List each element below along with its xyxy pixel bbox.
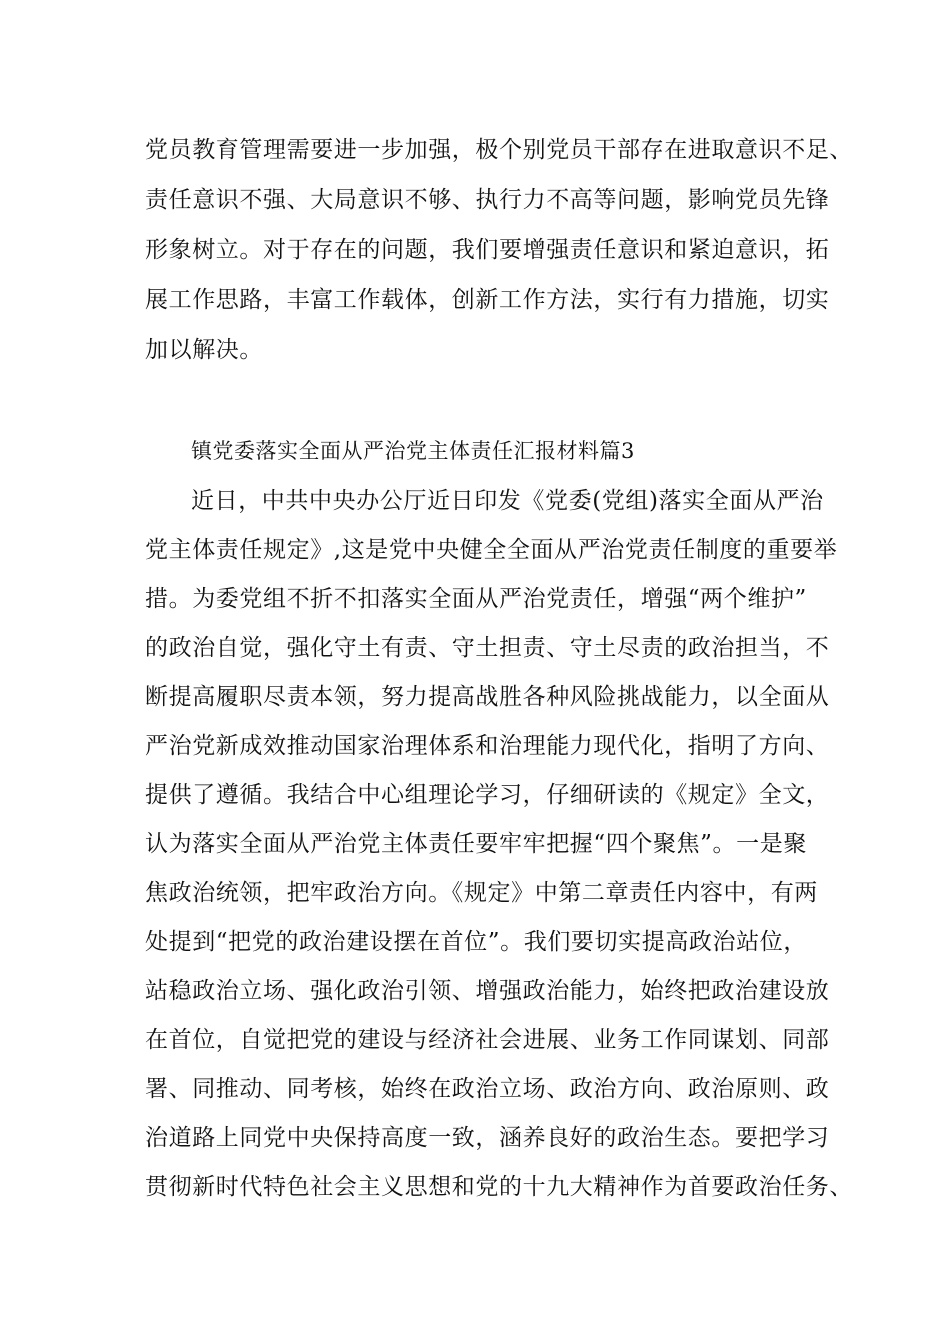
paragraph-2-line-6: 严治党新成效推动国家治理体系和治理能力现代化，指明了方向、: [145, 733, 830, 759]
paragraph-2-line-1: 近日，中共中央办公厅近日印发《党委(党组)落实全面从严治: [191, 488, 824, 514]
paragraph-1-line-3: 形象树立。对于存在的问题，我们要增强责任意识和紧迫意识，拓: [145, 237, 830, 263]
paragraph-2-line-3: 措。为委党组不折不扣落实全面从严治党责任，增强“两个维护”: [145, 586, 807, 612]
paragraph-2-line-12: 在首位，自觉把党的建设与经济社会进展、业务工作同谋划、同部: [145, 1027, 830, 1053]
paragraph-2-line-13: 署、同推动、同考核，始终在政治立场、政治方向、政治原则、政: [145, 1076, 830, 1102]
paragraph-1-line-4: 展工作思路，丰富工作载体，创新工作方法，实行有力措施，切实: [145, 287, 830, 313]
paragraph-1-line-5: 加以解决。: [145, 337, 263, 363]
paragraph-2-line-5: 断提高履职尽责本领，努力提高战胜各种风险挑战能力，以全面从: [145, 684, 830, 710]
paragraph-2-line-4: 的政治自觉，强化守土有责、守土担责、守土尽责的政治担当，不: [145, 635, 830, 661]
paragraph-2-line-9: 焦政治统领，把牢政治方向。《规定》中第二章责任内容中，有两: [145, 880, 818, 906]
paragraph-2-line-15: 贯彻新时代特色社会主义思想和党的十九大精神作为首要政治任务、: [145, 1174, 853, 1200]
paragraph-2-line-7: 提供了遵循。我结合中心组理论学习，仔细研读的《规定》全文，: [145, 782, 830, 808]
paragraph-2-line-11: 站稳政治立场、强化政治引领、增强政治能力，始终把政治建设放: [145, 978, 830, 1004]
paragraph-2-line-10: 处提到“把党的政治建设摆在首位”。我们要切实提高政治站位，: [145, 929, 807, 955]
section-heading: 镇党委落实全面从严治党主体责任汇报材料篇3: [191, 439, 635, 463]
paragraph-2-line-8: 认为落实全面从严治党主体责任要牢牢把握“四个聚焦”。一是聚: [145, 831, 807, 857]
paragraph-2-line-2: 党主体责任规定》,这是党中央健全全面从严治党责任制度的重要举: [145, 537, 838, 563]
paragraph-1-line-1: 党员教育管理需要进一步加强，极个别党员干部存在进取意识不足、: [145, 137, 853, 163]
paragraph-2-line-14: 治道路上同党中央保持高度一致，涵养良好的政治生态。要把学习: [145, 1125, 830, 1151]
paragraph-1-line-2: 责任意识不强、大局意识不够、执行力不高等问题，影响党员先锋: [145, 187, 830, 213]
